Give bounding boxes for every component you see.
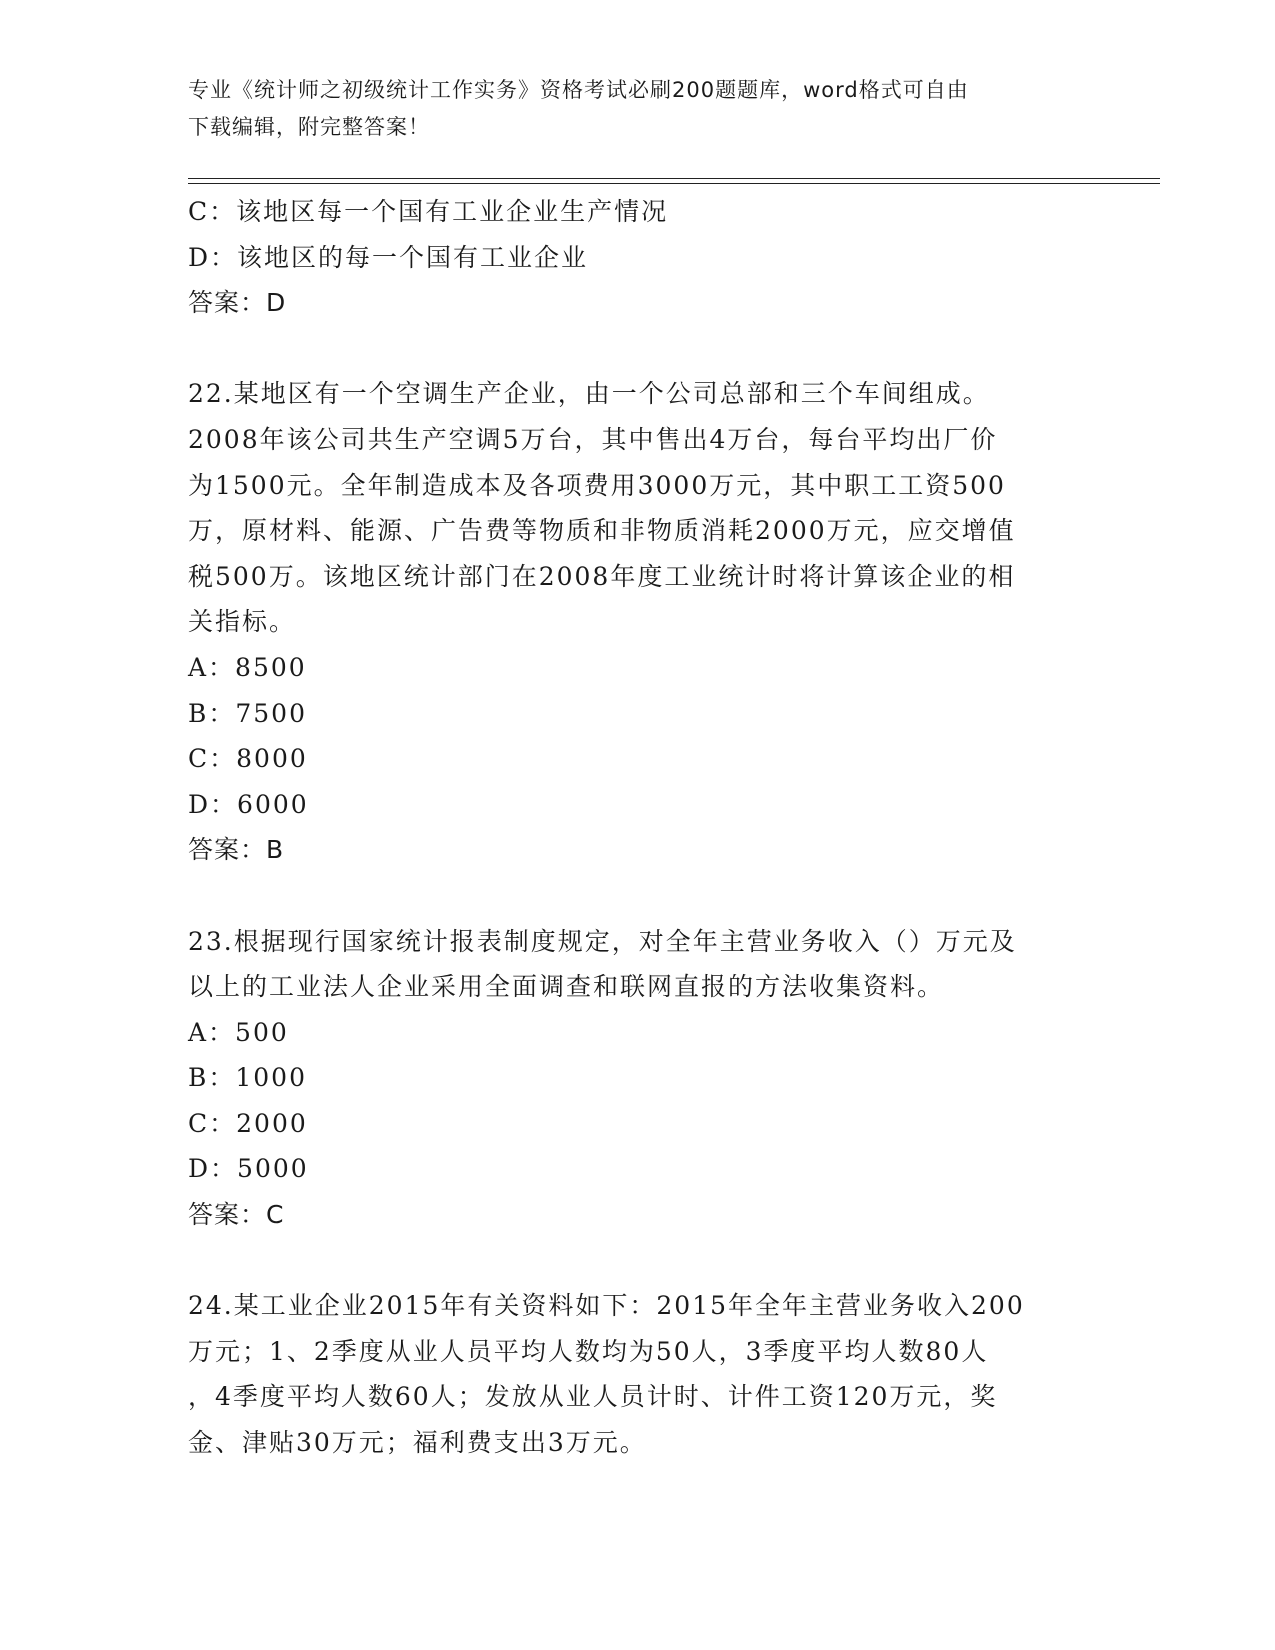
header-title-line-1: 专业《统计师之初级统计工作实务》资格考试必刷200题题库，word格式可自由	[188, 78, 969, 102]
question-24-text-line: 金、津贴30万元；福利费支出3万元。	[188, 1428, 647, 1458]
document-header	[188, 72, 1068, 146]
spacer	[188, 1238, 1088, 1284]
question-24-text-line: ，4季度平均人数60人；发放从业人员计时、计件工资120万元，奖	[188, 1382, 998, 1412]
header-title-line-2: 下载编辑，附完整答案！	[188, 115, 430, 139]
option-c: C：8000	[188, 744, 308, 774]
option-d: D：6000	[188, 789, 309, 819]
option-d: D：5000	[188, 1154, 309, 1184]
header-divider-top	[188, 178, 1160, 179]
question-22-text-line: 关指标。	[188, 607, 297, 637]
question-22-text-line: 为1500元。全年制造成本及各项费用3000万元，其中职工工资500	[188, 470, 1006, 500]
option-a: A：8500	[188, 652, 307, 682]
spacer	[188, 873, 1088, 919]
question-22-text-line: 2008年该公司共生产空调5万台，其中售出4万台，每台平均出厂价	[188, 424, 998, 454]
question-24	[188, 1283, 1088, 1465]
question-22-text-line: 税500万。该地区统计部门在2008年度工业统计时将计算该企业的相	[188, 561, 1016, 591]
question-22-text-line: 万，原材料、能源、广告费等物质和非物质消耗2000万元，应交增值	[188, 516, 1016, 546]
question-23	[188, 919, 1088, 1238]
option-b: B：7500	[188, 698, 307, 728]
option-d: D：该地区的每一个国有工业企业	[188, 242, 589, 272]
question-24-text-line: 24.某工业企业2015年有关资料如下：2015年全年主营业务收入200	[188, 1291, 1025, 1321]
question-22-text-line: 22.某地区有一个空调生产企业，由一个公司总部和三个车间组成。	[188, 379, 990, 409]
answer-label: 答案：C	[188, 1200, 285, 1230]
spacer	[188, 326, 1088, 372]
question-content	[188, 189, 1088, 1466]
question-23-text-line: 以上的工业法人企业采用全面调查和联网直报的方法收集资料。	[188, 972, 945, 1002]
previous-question-tail	[188, 189, 1088, 326]
header-divider-bottom	[188, 183, 1160, 184]
option-b: B：1000	[188, 1063, 307, 1093]
question-24-text-line: 万元；1、2季度从业人员平均人数均为50人，3季度平均人数80人	[188, 1336, 989, 1366]
question-22	[188, 371, 1088, 873]
option-c: C：2000	[188, 1108, 308, 1138]
answer-label: 答案：B	[188, 835, 285, 865]
answer-label: 答案：D	[188, 288, 287, 318]
option-a: A：500	[188, 1017, 289, 1047]
option-c: C：该地区每一个国有工业企业生产情况	[188, 197, 669, 226]
question-23-text-line: 23.根据现行国家统计报表制度规定，对全年主营业务收入（）万元及	[188, 926, 1017, 956]
